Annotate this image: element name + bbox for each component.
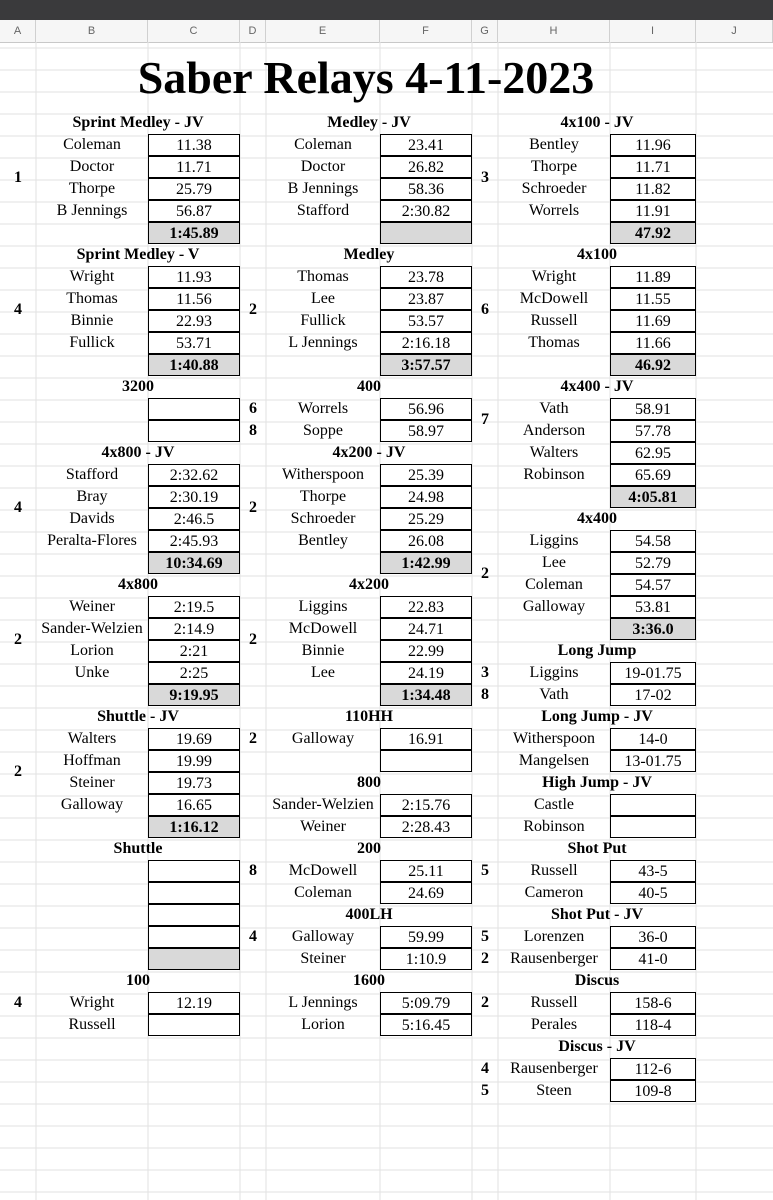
place-rank: 2	[481, 950, 489, 967]
result-cell: 11.71	[610, 156, 696, 178]
result-cell: 22.99	[380, 640, 472, 662]
result-cell: 11.69	[610, 310, 696, 332]
result-cell-empty	[148, 882, 240, 904]
relay-total-cell: 1:42.99	[380, 552, 472, 574]
athlete-name: B Jennings	[56, 202, 128, 219]
result-cell: 2:32.62	[148, 464, 240, 486]
athlete-name: Unke	[74, 664, 110, 681]
result-cell: 24.69	[380, 882, 472, 904]
result-cell: 11.71	[148, 156, 240, 178]
result-cell: 22.83	[380, 596, 472, 618]
athlete-name: Bray	[76, 488, 108, 505]
result-cell: 11.91	[610, 200, 696, 222]
result-cell: 19.73	[148, 772, 240, 794]
athlete-name: Lorion	[301, 1016, 345, 1033]
column-header-h[interactable]: H	[498, 20, 610, 42]
place-rank: 4	[14, 301, 22, 318]
athlete-name: Mangelsen	[518, 752, 590, 769]
athlete-name: Walters	[67, 730, 117, 747]
athlete-name: Sander-Welzien	[41, 620, 143, 637]
place-rank: 8	[249, 422, 257, 439]
athlete-name: Stafford	[296, 202, 350, 219]
athlete-name: Galloway	[291, 730, 355, 747]
athlete-name: Anderson	[522, 422, 586, 439]
result-cell: 58.36	[380, 178, 472, 200]
relay-total-cell: 1:34.48	[380, 684, 472, 706]
place-rank: 1	[14, 169, 22, 186]
result-cell: 16.65	[148, 794, 240, 816]
relay-total-cell: 3:57.57	[380, 354, 472, 376]
athlete-name: Peralta-Flores	[47, 532, 137, 549]
athlete-name: Witherspoon	[512, 730, 595, 747]
athlete-name: Vath	[539, 400, 569, 417]
athlete-name: Russell	[530, 312, 578, 329]
athlete-name: Coleman	[294, 884, 352, 901]
result-cell: 24.98	[380, 486, 472, 508]
result-cell: 2:46.5	[148, 508, 240, 530]
relay-total-cell: 1:40.88	[148, 354, 240, 376]
result-cell: 2:19.5	[148, 596, 240, 618]
result-cell: 23.78	[380, 266, 472, 288]
app-toolbar	[0, 0, 773, 20]
place-rank: 2	[14, 631, 22, 648]
event-header-e100: 100	[126, 972, 150, 989]
athlete-name: Coleman	[294, 136, 352, 153]
athlete-name: Steiner	[300, 950, 346, 967]
relay-total-cell	[380, 222, 472, 244]
place-rank: 8	[481, 686, 489, 703]
athlete-name: Bentley	[298, 532, 348, 549]
result-cell: 158-6	[610, 992, 696, 1014]
result-cell: 25.39	[380, 464, 472, 486]
result-cell-empty	[148, 398, 240, 420]
result-cell: 13-01.75	[610, 750, 696, 772]
place-rank: 2	[249, 730, 257, 747]
result-cell: 2:25	[148, 662, 240, 684]
event-header-e4x400_jv: 4x400 - JV	[560, 378, 634, 395]
result-cell: 25.29	[380, 508, 472, 530]
athlete-name: Wright	[69, 268, 115, 285]
athlete-name: Liggins	[298, 598, 348, 615]
place-rank: 2	[14, 763, 22, 780]
result-cell: 5:09.79	[380, 992, 472, 1014]
result-cell: 19.69	[148, 728, 240, 750]
athlete-name: Worrels	[528, 202, 580, 219]
result-cell: 41-0	[610, 948, 696, 970]
result-cell: 19.99	[148, 750, 240, 772]
athlete-name: Binnie	[301, 642, 345, 659]
result-cell: 2:14.9	[148, 618, 240, 640]
result-cell: 12.19	[148, 992, 240, 1014]
event-header-e4x200: 4x200	[349, 576, 389, 593]
athlete-name: Lorion	[70, 642, 114, 659]
athlete-name: Russell	[68, 1016, 116, 1033]
result-cell: 53.71	[148, 332, 240, 354]
athlete-name: Doctor	[300, 158, 346, 175]
place-rank: 6	[249, 400, 257, 417]
result-cell: 11.66	[610, 332, 696, 354]
event-header-long_jump_jv: Long Jump - JV	[541, 708, 653, 725]
athlete-name: Weiner	[69, 598, 115, 615]
athlete-name: Stafford	[65, 466, 119, 483]
result-cell: 25.79	[148, 178, 240, 200]
athlete-name: Thorpe	[299, 488, 347, 505]
result-cell-empty	[148, 860, 240, 882]
event-header-e4x100_jv: 4x100 - JV	[560, 114, 634, 131]
event-header-e4x800_jv: 4x800 - JV	[101, 444, 175, 461]
result-cell: 56.87	[148, 200, 240, 222]
athlete-name: Russell	[530, 994, 578, 1011]
result-cell: 43-5	[610, 860, 696, 882]
athlete-name: Castle	[534, 796, 574, 813]
event-header-long_jump: Long Jump	[557, 642, 637, 659]
result-cell: 1:10.9	[380, 948, 472, 970]
result-cell: 2:30.82	[380, 200, 472, 222]
event-header-e110hh: 110HH	[344, 708, 393, 725]
athlete-name: McDowell	[519, 290, 589, 307]
place-rank: 5	[481, 1082, 489, 1099]
result-cell: 54.58	[610, 530, 696, 552]
event-header-discus_jv: Discus - JV	[558, 1038, 636, 1055]
page-title: Saber Relays 4-11-2023	[137, 52, 595, 103]
athlete-name: L Jennings	[288, 994, 358, 1011]
result-cell: 54.57	[610, 574, 696, 596]
result-cell: 25.11	[380, 860, 472, 882]
athlete-name: Thomas	[528, 334, 580, 351]
event-header-shuttle_jv: Shuttle - JV	[97, 708, 179, 725]
place-rank: 3	[481, 169, 489, 186]
result-cell: 11.38	[148, 134, 240, 156]
event-header-e4x200_jv: 4x200 - JV	[332, 444, 406, 461]
result-cell: 58.97	[380, 420, 472, 442]
relay-total-cell: 46.92	[610, 354, 696, 376]
athlete-name: Steen	[536, 1082, 572, 1099]
relay-total-cell: 4:05.81	[610, 486, 696, 508]
athlete-name: Robinson	[523, 818, 585, 835]
athlete-name: Worrels	[297, 400, 349, 417]
result-cell: 14-0	[610, 728, 696, 750]
athlete-name: B Jennings	[287, 180, 359, 197]
result-cell	[148, 1014, 240, 1036]
result-cell: 59.99	[380, 926, 472, 948]
athlete-name: Russell	[530, 862, 578, 879]
result-cell-empty	[148, 420, 240, 442]
result-cell: 112-6	[610, 1058, 696, 1080]
result-cell: 40-5	[610, 882, 696, 904]
event-header-high_jump_jv: High Jump - JV	[542, 774, 652, 791]
result-cell: 62.95	[610, 442, 696, 464]
relay-total-cell: 1:45.89	[148, 222, 240, 244]
result-cell: 11.89	[610, 266, 696, 288]
result-cell-empty	[380, 750, 472, 772]
event-header-e4x800: 4x800	[118, 576, 158, 593]
event-header-shot_put_jv: Shot Put - JV	[550, 906, 643, 923]
athlete-name: Rausenberger	[510, 950, 598, 967]
athlete-name: Galloway	[60, 796, 124, 813]
athlete-name: McDowell	[288, 862, 358, 879]
athlete-name: L Jennings	[288, 334, 358, 351]
event-header-e4x100: 4x100	[577, 246, 617, 263]
result-cell: 52.79	[610, 552, 696, 574]
place-rank: 4	[481, 1060, 489, 1077]
athlete-name: Thorpe	[530, 158, 578, 175]
athlete-name: Weiner	[300, 818, 346, 835]
result-cell-empty	[148, 926, 240, 948]
athlete-name: Galloway	[291, 928, 355, 945]
column-header-b[interactable]: B	[36, 20, 148, 42]
athlete-name: Hoffman	[63, 752, 121, 769]
place-rank: 8	[249, 862, 257, 879]
athlete-name: Liggins	[529, 664, 579, 681]
result-cell: 11.96	[610, 134, 696, 156]
result-cell: 24.19	[380, 662, 472, 684]
result-cell: 17-02	[610, 684, 696, 706]
athlete-name: Thorpe	[68, 180, 116, 197]
result-cell: 23.87	[380, 288, 472, 310]
athlete-name: Cameron	[524, 884, 584, 901]
place-rank: 4	[14, 994, 22, 1011]
event-header-e800: 800	[357, 774, 381, 791]
event-header-sprint_medley_v: Sprint Medley - V	[76, 246, 200, 263]
athlete-name: Lee	[311, 290, 335, 307]
result-cell: 26.82	[380, 156, 472, 178]
column-header-j[interactable]: J	[696, 20, 773, 42]
place-rank: 5	[481, 862, 489, 879]
result-cell: 5:16.45	[380, 1014, 472, 1036]
relay-total-cell	[148, 948, 240, 970]
result-cell	[610, 794, 696, 816]
result-cell: 2:45.93	[148, 530, 240, 552]
column-header-a[interactable]: A	[0, 20, 36, 42]
place-rank: 5	[481, 928, 489, 945]
event-header-shot_put: Shot Put	[567, 840, 627, 857]
result-cell: 23.41	[380, 134, 472, 156]
result-cell-empty	[148, 904, 240, 926]
athlete-name: Steiner	[69, 774, 115, 791]
result-cell: 118-4	[610, 1014, 696, 1036]
place-rank: 6	[481, 301, 489, 318]
place-rank: 2	[481, 565, 489, 582]
athlete-name: Witherspoon	[281, 466, 364, 483]
event-header-medley_jv: Medley - JV	[327, 114, 411, 131]
result-cell: 58.91	[610, 398, 696, 420]
athlete-name: Coleman	[525, 576, 583, 593]
result-cell: 2:21	[148, 640, 240, 662]
result-cell: 24.71	[380, 618, 472, 640]
column-header-d[interactable]: D	[240, 20, 266, 42]
result-cell: 26.08	[380, 530, 472, 552]
athlete-name: Doctor	[69, 158, 115, 175]
place-rank: 7	[481, 411, 489, 428]
event-header-e1600: 1600	[353, 972, 385, 989]
relay-total-cell: 9:19.95	[148, 684, 240, 706]
result-cell: 2:28.43	[380, 816, 472, 838]
athlete-name: Soppe	[303, 422, 343, 439]
result-cell: 2:30.19	[148, 486, 240, 508]
result-cell: 16.91	[380, 728, 472, 750]
athlete-name: Schroeder	[290, 510, 356, 527]
athlete-name: Fullick	[300, 312, 346, 329]
result-cell: 109-8	[610, 1080, 696, 1102]
place-rank: 2	[249, 631, 257, 648]
athlete-name: Galloway	[522, 598, 586, 615]
column-header-i[interactable]: I	[610, 20, 696, 42]
result-cell	[610, 816, 696, 838]
athlete-name: Rausenberger	[510, 1060, 598, 1077]
result-cell: 11.93	[148, 266, 240, 288]
athlete-name: Wright	[69, 994, 115, 1011]
result-cell: 56.96	[380, 398, 472, 420]
event-header-e400: 400	[357, 378, 381, 395]
event-header-discus: Discus	[574, 972, 620, 989]
result-cell: 53.57	[380, 310, 472, 332]
event-header-sprint_medley_jv: Sprint Medley - JV	[72, 114, 204, 131]
column-header-f[interactable]: F	[380, 20, 472, 42]
result-cell: 36-0	[610, 926, 696, 948]
place-rank: 2	[249, 499, 257, 516]
place-rank: 4	[249, 928, 257, 945]
athlete-name: Bentley	[529, 136, 579, 153]
place-rank: 3	[481, 664, 489, 681]
event-header-e3200: 3200	[122, 378, 154, 395]
athlete-name: Coleman	[63, 136, 121, 153]
event-header-shuttle: Shuttle	[113, 840, 163, 857]
event-header-e400lh: 400LH	[345, 906, 393, 923]
result-cell: 53.81	[610, 596, 696, 618]
athlete-name: Lee	[311, 664, 335, 681]
athlete-name: Vath	[539, 686, 569, 703]
place-rank: 2	[481, 994, 489, 1011]
athlete-name: Sander-Welzien	[272, 796, 374, 813]
result-cell: 2:15.76	[380, 794, 472, 816]
athlete-name: Robinson	[523, 466, 585, 483]
athlete-name: Thomas	[297, 268, 349, 285]
result-cell: 57.78	[610, 420, 696, 442]
result-cell: 11.55	[610, 288, 696, 310]
result-cell: 65.69	[610, 464, 696, 486]
column-header-g[interactable]: G	[472, 20, 498, 42]
relay-total-cell: 3:36.0	[610, 618, 696, 640]
athlete-name: Walters	[529, 444, 579, 461]
athlete-name: Liggins	[529, 532, 579, 549]
athlete-name: Davids	[69, 510, 115, 527]
relay-total-cell: 1:16.12	[148, 816, 240, 838]
column-header-e[interactable]: E	[266, 20, 380, 42]
result-cell: 2:16.18	[380, 332, 472, 354]
athlete-name: Binnie	[70, 312, 114, 329]
place-rank: 4	[14, 499, 22, 516]
athlete-name: McDowell	[288, 620, 358, 637]
athlete-name: Perales	[530, 1016, 578, 1033]
result-cell: 11.82	[610, 178, 696, 200]
athlete-name: Lee	[542, 554, 566, 571]
result-cell: 22.93	[148, 310, 240, 332]
event-header-medley: Medley	[343, 246, 395, 263]
athlete-name: Lorenzen	[523, 928, 585, 945]
athlete-name: Fullick	[69, 334, 115, 351]
relay-total-cell: 47.92	[610, 222, 696, 244]
athlete-name: Thomas	[66, 290, 118, 307]
event-header-e4x400: 4x400	[577, 510, 617, 527]
athlete-name: Schroeder	[521, 180, 587, 197]
result-cell: 19-01.75	[610, 662, 696, 684]
place-rank: 2	[249, 301, 257, 318]
event-header-e200: 200	[357, 840, 381, 857]
column-header-c[interactable]: C	[148, 20, 240, 42]
athlete-name: Wright	[531, 268, 577, 285]
result-cell: 11.56	[148, 288, 240, 310]
relay-total-cell: 10:34.69	[148, 552, 240, 574]
